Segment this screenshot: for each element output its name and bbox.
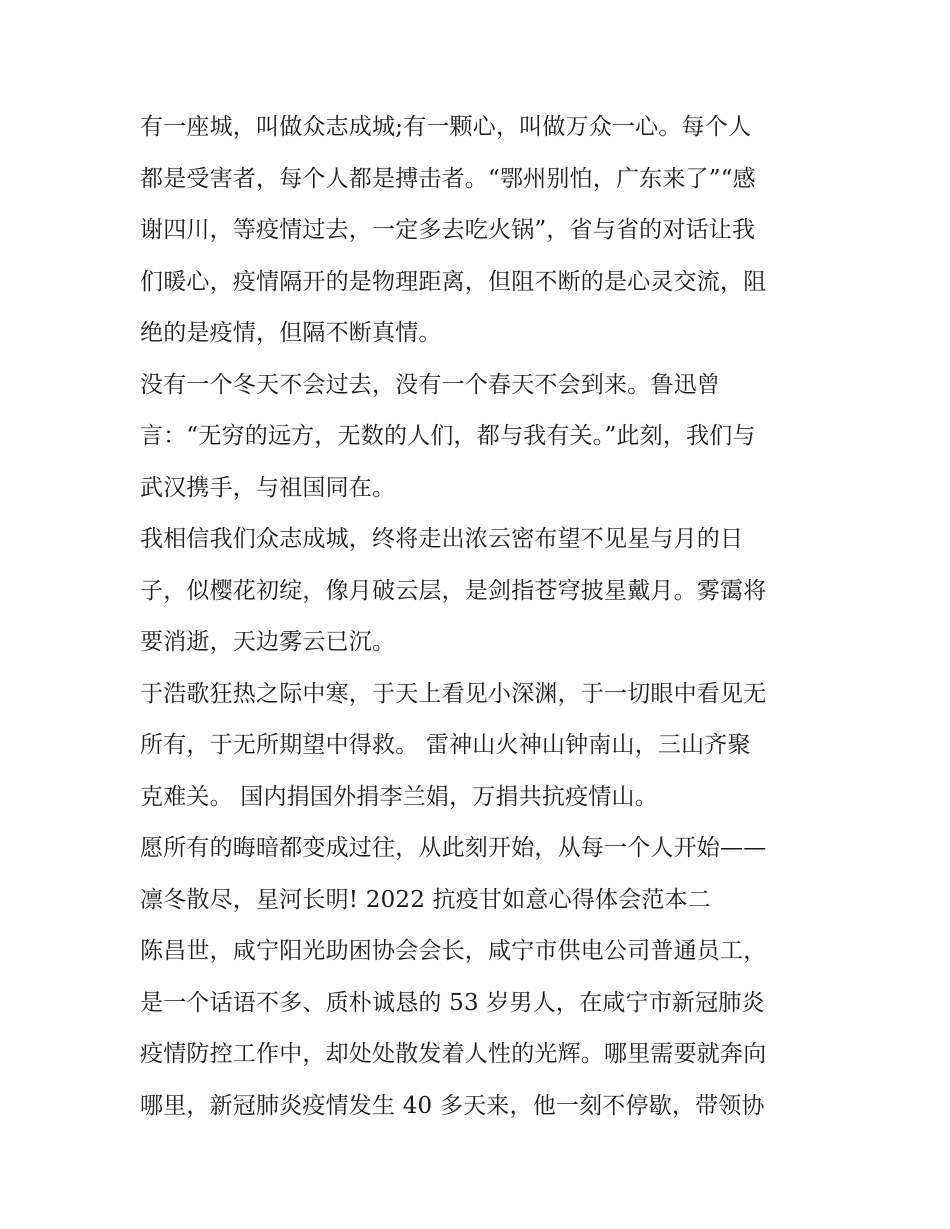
text-line: 绝的是疫情，但隔不断真情。 (140, 320, 442, 346)
text-line: 谢四川，等疫情过去，一定多去吃火锅”，省与省的对话让我 (140, 217, 756, 243)
text-line: 子，似樱花初绽，像月破云层，是剑指苍穹披星戴月。雾霭将 (140, 577, 767, 604)
text-line: 凛冬散尽，星河长明! 2022 抗疫甘如意心得体会范本二 (140, 886, 711, 913)
text-line: 愿所有的晦暗都变成过往，从此刻开始，从每一个人开始—— (140, 835, 767, 861)
text-line: 没有一个冬天不会过去，没有一个春天不会到来。鲁迅曾 (140, 371, 720, 398)
text-line: 武汉携手，与祖国同在。 (140, 474, 396, 501)
text-line: 要消逝，天边雾云已沉。 (140, 629, 396, 655)
text-line: 克难关。 国内捐国外捐李兰娟，万捐共抗疫情山。 (140, 783, 658, 810)
text-line: 所有，于无所期望中得救。 雷神山火神山钟南山，三山齐聚 (140, 732, 751, 758)
document-body (140, 102, 820, 1132)
text-line: 是一个话语不多、质朴诚恳的 53 岁男人，在咸宁市新冠肺炎 (140, 989, 765, 1016)
text-line: 陈昌世，咸宁阳光助困协会会长，咸宁市供电公司普通员工， (140, 938, 767, 964)
text-line: 言：“无穷的远方，无数的人们，都与我有关。”此刻，我们与 (140, 423, 756, 449)
text-line: 们暖心，疫情隔开的是物理距离，但阻不断的是心灵交流，阻 (140, 268, 767, 295)
text-line: 都是受害者，每个人都是搏击者。“鄂州别怕，广东来了”“感 (140, 165, 756, 192)
text-line: 于浩歌狂热之际中寒，于天上看见小深渊，于一切眼中看见无 (140, 680, 767, 707)
text-line: 疫情防控工作中，却处处散发着人性的光辉。哪里需要就奔向 (140, 1041, 767, 1067)
text-line: 我相信我们众志成城，终将走出浓云密布望不见星与月的日 (140, 526, 744, 552)
text-line: 哪里，新冠肺炎疫情发生 40 多天来，他一刻不停歇，带领协 (140, 1092, 765, 1119)
text-line: 有一座城，叫做众志成城;有一颗心，叫做万众一心。每个人 (140, 114, 752, 140)
